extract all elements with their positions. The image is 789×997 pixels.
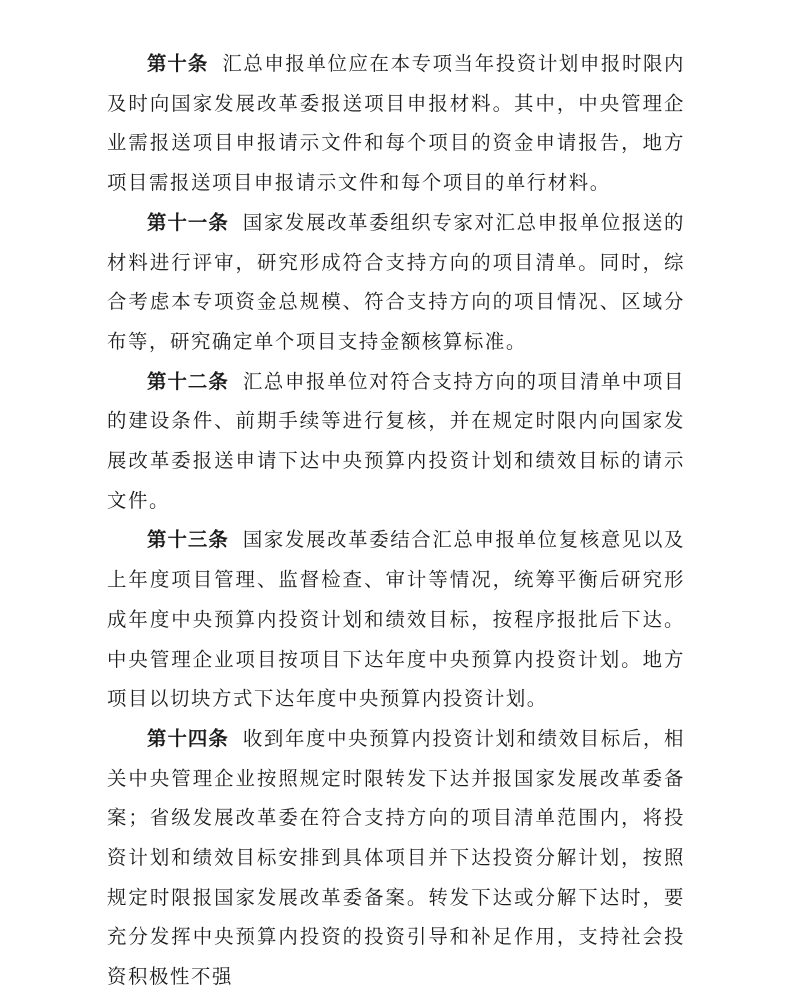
article-heading: 第十条	[147, 52, 209, 75]
article-text: 国家发展改革委结合汇总申报单位复核意见以及上年度项目管理、监督检查、审计等情况，统筹平衡后研究形成年度中央预算内投资计划和绩效目标，按程序报批后下达。中央管理企业项目按项目下达年度中央预算内投资计划。地方项目以切块方式下达年度中央预算内投资计划。	[107, 528, 685, 711]
article-text: 收到年度中央预算内投资计划和绩效目标后，相关中央管理企业按照规定时限转发下达并报国家发展改革委备案；省级发展改革委在符合支持方向的项目清单范围内，将投资计划和绩效目标安排到具体项目并下达投资分解计划，按照规定时限报国家发展改革委备案。转发下达或分解下达时，要充分发挥中央预算内投资的投资引导和补足作用，支持社会投资积极性不强	[107, 726, 685, 989]
article-heading: 第十二条	[147, 369, 229, 393]
article-text: 汇总申报单位应在本专项当年投资计划申报时限内及时向国家发展改革委报送项目申报材料。其中，中央管理企业需报送项目申报请示文件和每个项目的资金申请报告，地方项目需报送项目申报请示文件和每个项目的单行材料。	[107, 52, 686, 195]
article-text: 国家发展改革委组织专家对汇总申报单位报送的材料进行评审，研究形成符合支持方向的项目清单。同时，综合考虑本专项资金总规模、符合支持方向的项目情况、区域分布等，研究确定单个项目支持金额核算标准。	[107, 210, 685, 353]
article-text: 汇总申报单位对符合支持方向的项目清单中项目的建设条件、前期手续等进行复核，并在规定时限内向国家发展改革委报送申请下达中央预算内投资计划和绩效目标的请示文件。	[107, 369, 685, 512]
article-13	[107, 520, 685, 719]
article-heading: 第十一条	[147, 210, 229, 234]
article-12	[107, 362, 685, 521]
article-11	[107, 203, 685, 362]
article-10	[107, 44, 685, 203]
article-heading: 第十四条	[147, 726, 229, 750]
article-heading: 第十三条	[147, 528, 229, 552]
document-body	[107, 44, 685, 997]
article-14	[107, 719, 685, 997]
